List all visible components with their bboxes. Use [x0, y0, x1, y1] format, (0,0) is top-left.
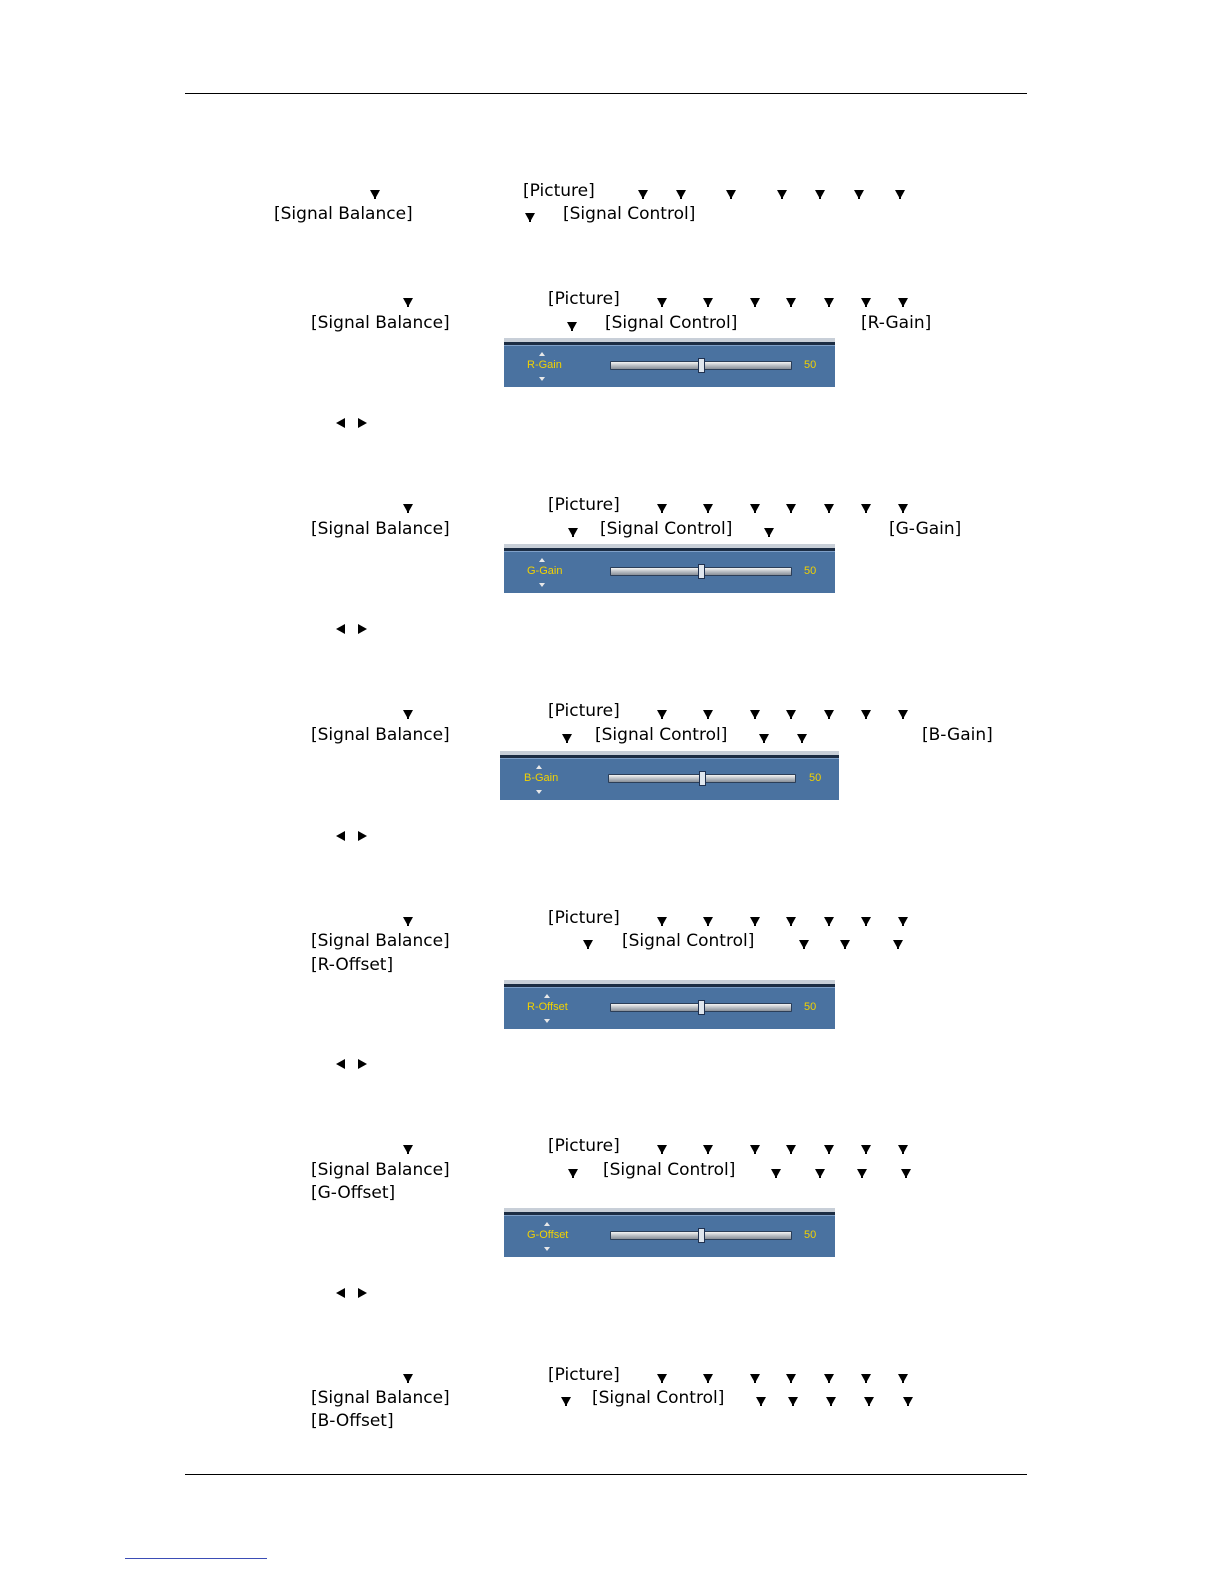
down-triangle-icon	[824, 504, 834, 513]
down-triangle-icon	[824, 1145, 834, 1154]
down-triangle-icon	[638, 190, 648, 199]
r-offset-osd-panel	[504, 984, 835, 1029]
signal-control-label: [Signal Control]	[592, 1388, 725, 1408]
down-triangle-icon	[824, 917, 834, 926]
down-triangle-icon	[777, 190, 787, 199]
down-triangle-icon	[799, 940, 809, 949]
down-triangle-icon	[898, 504, 908, 513]
down-triangle-icon	[797, 734, 807, 743]
osd-title-bar	[504, 544, 835, 548]
down-triangle-icon	[824, 1374, 834, 1383]
picture-label: [Picture]	[523, 181, 595, 201]
down-triangle-icon	[750, 1145, 760, 1154]
down-triangle-icon	[750, 917, 760, 926]
signal-balance-label: [Signal Balance]	[311, 1160, 450, 1180]
slider-knob[interactable]	[698, 1000, 705, 1015]
down-triangle-icon	[759, 734, 769, 743]
down-triangle-icon	[786, 298, 796, 307]
picture-label: [Picture]	[548, 495, 620, 515]
down-triangle-icon	[826, 1397, 836, 1406]
up-arrow-icon	[536, 765, 542, 769]
down-triangle-icon	[657, 504, 667, 513]
osd-title-bar	[504, 980, 835, 984]
signal-balance-label: [Signal Balance]	[311, 519, 450, 539]
footer-rule	[185, 1474, 1027, 1475]
down-triangle-icon	[568, 528, 578, 537]
down-triangle-icon	[657, 710, 667, 719]
down-triangle-icon	[703, 710, 713, 719]
signal-control-label: [Signal Control]	[563, 204, 696, 224]
signal-balance-label: [Signal Balance]	[274, 204, 413, 224]
signal-control-label: [Signal Control]	[622, 931, 755, 951]
osd-value: 50	[804, 359, 817, 371]
down-triangle-icon	[861, 917, 871, 926]
g-gain-label: [G-Gain]	[889, 519, 962, 539]
osd-value: 50	[804, 1001, 817, 1013]
b-offset-label: [B-Offset]	[311, 1411, 394, 1431]
osd-item-label: G-Offset	[527, 1229, 569, 1241]
osd-item-label: R-Gain	[527, 359, 562, 371]
down-triangle-icon	[861, 504, 871, 513]
osd-value: 50	[804, 1229, 817, 1241]
down-triangle-icon	[898, 298, 908, 307]
down-triangle-icon	[895, 190, 905, 199]
r-offset-label: [R-Offset]	[311, 955, 394, 975]
down-triangle-icon	[903, 1397, 913, 1406]
down-triangle-icon	[567, 322, 577, 331]
down-triangle-icon	[861, 298, 871, 307]
down-triangle-icon	[861, 1374, 871, 1383]
signal-control-label: [Signal Control]	[603, 1160, 736, 1180]
down-triangle-icon	[703, 504, 713, 513]
down-triangle-icon	[403, 1374, 413, 1383]
osd-title-bar	[500, 751, 839, 755]
down-triangle-icon	[901, 1169, 911, 1178]
osd-title-bar	[504, 338, 835, 342]
picture-label: [Picture]	[548, 908, 620, 928]
down-triangle-icon	[583, 940, 593, 949]
g-offset-osd-panel	[504, 1212, 835, 1257]
down-triangle-icon	[750, 504, 760, 513]
up-arrow-icon	[544, 994, 550, 998]
down-triangle-icon	[893, 940, 903, 949]
down-arrow-icon	[544, 1247, 550, 1251]
down-triangle-icon	[403, 1145, 413, 1154]
down-triangle-icon	[786, 1145, 796, 1154]
signal-balance-label: [Signal Balance]	[311, 313, 450, 333]
down-triangle-icon	[726, 190, 736, 199]
down-triangle-icon	[750, 710, 760, 719]
picture-label: [Picture]	[548, 289, 620, 309]
osd-value: 50	[809, 772, 822, 784]
down-triangle-icon	[864, 1397, 874, 1406]
signal-control-label: [Signal Control]	[600, 519, 733, 539]
down-arrow-icon	[536, 790, 542, 794]
down-triangle-icon	[771, 1169, 781, 1178]
signal-balance-label: [Signal Balance]	[311, 931, 450, 951]
down-triangle-icon	[840, 940, 850, 949]
down-triangle-icon	[403, 298, 413, 307]
down-triangle-icon	[824, 710, 834, 719]
osd-item-label: R-Offset	[527, 1001, 568, 1013]
osd-title-bar	[504, 1208, 835, 1212]
down-arrow-icon	[544, 1019, 550, 1023]
slider-knob[interactable]	[698, 1228, 705, 1243]
down-triangle-icon	[657, 1145, 667, 1154]
osd-value: 50	[804, 565, 817, 577]
picture-label: [Picture]	[548, 1365, 620, 1385]
down-triangle-icon	[703, 917, 713, 926]
picture-label: [Picture]	[548, 701, 620, 721]
down-triangle-icon	[788, 1397, 798, 1406]
down-triangle-icon	[898, 710, 908, 719]
down-triangle-icon	[756, 1397, 766, 1406]
slider-knob[interactable]	[698, 564, 705, 579]
down-triangle-icon	[403, 917, 413, 926]
down-triangle-icon	[857, 1169, 867, 1178]
header-rule	[185, 93, 1027, 94]
down-triangle-icon	[703, 298, 713, 307]
up-arrow-icon	[544, 1222, 550, 1226]
slider-knob[interactable]	[699, 771, 706, 786]
down-triangle-icon	[657, 917, 667, 926]
signal-control-label: [Signal Control]	[605, 313, 738, 333]
down-triangle-icon	[898, 1145, 908, 1154]
b-gain-osd-panel	[500, 755, 839, 800]
r-gain-label: [R-Gain]	[861, 313, 932, 333]
slider-knob[interactable]	[698, 358, 705, 373]
signal-control-label: [Signal Control]	[595, 725, 728, 745]
down-triangle-icon	[786, 1374, 796, 1383]
down-triangle-icon	[370, 190, 380, 199]
g-offset-label: [G-Offset]	[311, 1183, 396, 1203]
down-triangle-icon	[403, 710, 413, 719]
osd-item-label: G-Gain	[527, 565, 563, 577]
up-arrow-icon	[539, 558, 545, 562]
down-triangle-icon	[562, 734, 572, 743]
down-triangle-icon	[525, 213, 535, 222]
g-gain-osd-panel	[504, 548, 835, 593]
down-triangle-icon	[703, 1145, 713, 1154]
down-triangle-icon	[898, 1374, 908, 1383]
down-arrow-icon	[539, 377, 545, 381]
down-triangle-icon	[861, 1145, 871, 1154]
signal-balance-label: [Signal Balance]	[311, 1388, 450, 1408]
down-triangle-icon	[898, 917, 908, 926]
down-triangle-icon	[854, 190, 864, 199]
signal-balance-label: [Signal Balance]	[311, 725, 450, 745]
down-triangle-icon	[764, 528, 774, 537]
down-triangle-icon	[676, 190, 686, 199]
b-gain-label: [B-Gain]	[922, 725, 993, 745]
osd-item-label: B-Gain	[524, 772, 559, 784]
r-gain-osd-panel	[504, 342, 835, 387]
down-triangle-icon	[657, 298, 667, 307]
down-triangle-icon	[561, 1397, 571, 1406]
down-triangle-icon	[657, 1374, 667, 1383]
down-triangle-icon	[815, 190, 825, 199]
down-triangle-icon	[750, 1374, 760, 1383]
down-triangle-icon	[786, 917, 796, 926]
down-arrow-icon	[539, 583, 545, 587]
down-triangle-icon	[568, 1169, 578, 1178]
picture-label: [Picture]	[548, 1136, 620, 1156]
down-triangle-icon	[786, 710, 796, 719]
down-triangle-icon	[815, 1169, 825, 1178]
down-triangle-icon	[824, 298, 834, 307]
down-triangle-icon	[403, 504, 413, 513]
down-triangle-icon	[861, 710, 871, 719]
down-triangle-icon	[703, 1374, 713, 1383]
footer-link-underline[interactable]	[125, 1558, 267, 1559]
up-arrow-icon	[539, 352, 545, 356]
down-triangle-icon	[750, 298, 760, 307]
down-triangle-icon	[786, 504, 796, 513]
